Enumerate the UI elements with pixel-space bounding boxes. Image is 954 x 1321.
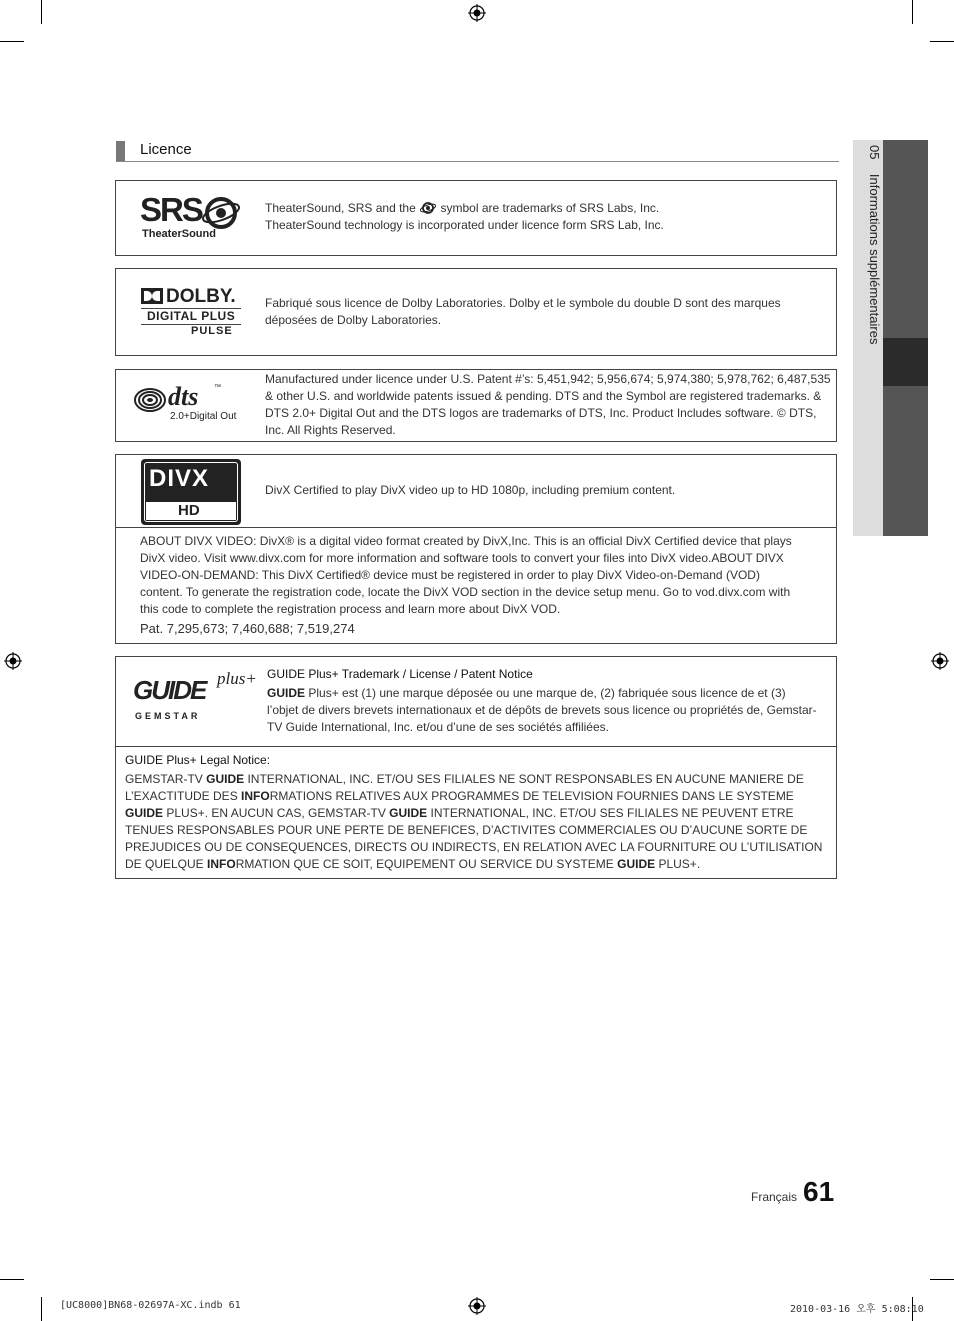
dts-logo-main: dts: [168, 382, 199, 411]
divx-cert-text: DivX Certified to play DivX video up to HD 1080p, including premium content.: [265, 483, 676, 497]
dolby-licence-box: [115, 268, 837, 356]
legal-text-segment: RMATION QUE CE SOIT, EQUIPEMENT OU SERVICE DU SYSTEME: [235, 857, 618, 871]
srs-logo-sub: TheaterSound: [142, 228, 216, 240]
divx-logo-sub: HD: [178, 502, 200, 519]
srs-line1-a: TheaterSound, SRS and the: [265, 201, 416, 215]
dts-licence-box: [115, 369, 837, 442]
registration-mark-icon: [4, 652, 22, 670]
dts-logo-sub: 2.0+Digital Out: [170, 411, 237, 422]
heading-rule: [116, 161, 839, 162]
legal-text-segment: INTERNATIONAL, INC. ET/OU SES FILIALES NE PEUVENT ETRE TENUES RESPONSABLES POUR UNE PERTE DE BENEFICES, D’ACTIVITES COMMERCIALES OU D’AUCUNE SORTE DE PREJUDICES OU DE CONSEQUENCES, DIRECTS OU INDIRECTS, EN RELATION AVEC LA FOURNITURE OU L’UTILISATION DE QUELQUE: [125, 806, 823, 871]
divx-separator: [116, 527, 836, 528]
page-number: 61: [803, 1176, 835, 1207]
srs-symbol-icon: [200, 197, 242, 229]
crop-mark: [0, 41, 24, 42]
dts-disc-icon: [134, 388, 166, 412]
crop-mark: [41, 1297, 42, 1321]
guide-plus-licence-box: [115, 656, 837, 879]
guide-bold: GUIDE: [267, 686, 306, 700]
legal-bold-segment: GUIDE: [206, 772, 245, 786]
chapter-number: 05: [867, 145, 882, 160]
guide-legal-title: GUIDE Plus+ Legal Notice:: [125, 753, 271, 767]
guide-separator: [116, 746, 836, 747]
crop-mark: [930, 1279, 954, 1280]
guide-legal-text: [125, 771, 831, 873]
crop-mark: [0, 1279, 24, 1280]
chapter-title: Informations supplémentaires: [867, 173, 882, 345]
srs-logo: [140, 191, 245, 241]
srs-line2: TheaterSound technology is incorporated under licence form SRS Lab, Inc.: [265, 218, 664, 232]
divx-about-text: ABOUT DIVX VIDEO: DivX® is a digital video format created by DivX,Inc. This is an official DivX Certified device that plays DivX video. Visit www.divx.com for more information and software tools to convert your files into DivX video.ABOUT DIVX VIDEO-ON-DEMAND: This DivX Certified® device must be registered in order to play DivX Video-on-Demand (VOD) content. To generate the registration code, locate the DivX VOD section in the device setup menu. Go to vod.divx.com with this code to complete the registration process and learn more about DivX VOD.: [140, 534, 792, 616]
guide-logo-sub: GEMSTAR: [135, 711, 201, 721]
legal-text-segment: PLUS+. EN AUCUN CAS, GEMSTAR-TV: [163, 806, 390, 820]
print-slug-left: [UC8000]BN68-02697A-XC.indb 61: [60, 1300, 241, 1311]
dolby-text: Fabriqué sous licence de Dolby Laboratories. Dolby et le symbole du double D sont des marques déposées de Dolby Laboratories.: [265, 296, 781, 327]
dolby-logo-line2: DIGITAL PLUS: [147, 309, 236, 323]
print-slug-right: 2010-03-16 오후 5:08:10: [790, 1304, 924, 1315]
registration-mark-icon: [468, 1297, 486, 1315]
srs-licence-box: [115, 180, 837, 256]
heading-marker: [116, 141, 125, 161]
crop-mark: [912, 0, 913, 24]
crop-mark: [930, 41, 954, 42]
guide-trademark-text: [267, 685, 817, 736]
legal-bold-segment: GUIDE: [389, 806, 428, 820]
divx-patents: Pat. 7,295,673; 7,460,688; 7,519,274: [140, 621, 355, 636]
dolby-logo: [141, 286, 243, 340]
dolby-logo-line3: PULSE: [191, 325, 233, 337]
legal-text-segment: PLUS+.: [655, 857, 701, 871]
guide-plus-logo: [133, 669, 257, 725]
srs-line1-b: symbol are trademarks of SRS Labs, Inc.: [440, 201, 660, 215]
legal-bold-segment: GUIDE: [617, 857, 656, 871]
srs-logo-main: SRS: [140, 191, 202, 228]
legal-text-segment: RMATIONS RELATIVES AUX PROGRAMMES DE TELEVISION FOURNIES DANS LE SYSTEME: [269, 789, 794, 803]
dolby-logo-main: DOLBY.: [166, 286, 236, 307]
registration-mark-icon: [468, 4, 486, 22]
guide-logo-main: GUIDE: [133, 675, 206, 705]
side-tab-active: [883, 338, 928, 386]
guide-logo-plus: plus+: [217, 669, 257, 688]
dolby-double-d-icon: [141, 288, 163, 304]
divx-logo-main: DIVX: [149, 465, 210, 492]
section-title: Licence: [140, 141, 192, 158]
divx-licence-box: [115, 454, 837, 644]
legal-bold-segment: INFO: [241, 789, 270, 803]
divx-logo: [141, 459, 241, 525]
dts-text: Manufactured under licence under U.S. Patent #’s: 5,451,942; 5,956,674; 5,974,380; 5,978,762; 6,487,535 & other U.S. and worldwide patents issued & pending. DTS and the Symbol are registered trademarks. & DTS 2.0+ Digital Out and the DTS logos are trademarks of DTS, Inc. Product Includes software. © DTS, Inc. All Rights Reserved.: [265, 372, 831, 437]
crop-mark: [41, 0, 42, 24]
guide-trademark-body: Plus+ est (1) une marque déposée ou une marque de, (2) fabriquée sous licence de et (3) l’objet de divers brevets internationaux et de dépôts de brevets sous licence ou propriétés de, Gemstar-TV Guide International, Inc. et/ou d’une de ses sociétés affiliées.: [267, 686, 817, 734]
dts-logo: [134, 382, 239, 426]
srs-inline-symbol-icon: [419, 202, 437, 214]
dts-logo-tm: ™: [214, 384, 221, 391]
footer-language: Français: [751, 1190, 798, 1204]
guide-trademark-title: GUIDE Plus+ Trademark / License / Patent Notice: [267, 667, 533, 681]
legal-bold-segment: GUIDE: [125, 806, 164, 820]
legal-text-segment: INTERNATIONAL, INC. ET/OU SES FILIALES NE SONT RESPONSABLES EN AUCUNE MANIERE DE L’EXACTITUDE DES: [125, 772, 804, 803]
registration-mark-icon: [931, 652, 949, 670]
srs-text: [265, 200, 825, 234]
legal-bold-segment: INFO: [207, 857, 236, 871]
side-tab-label: [867, 145, 882, 344]
legal-text-segment: GEMSTAR-TV: [125, 772, 207, 786]
